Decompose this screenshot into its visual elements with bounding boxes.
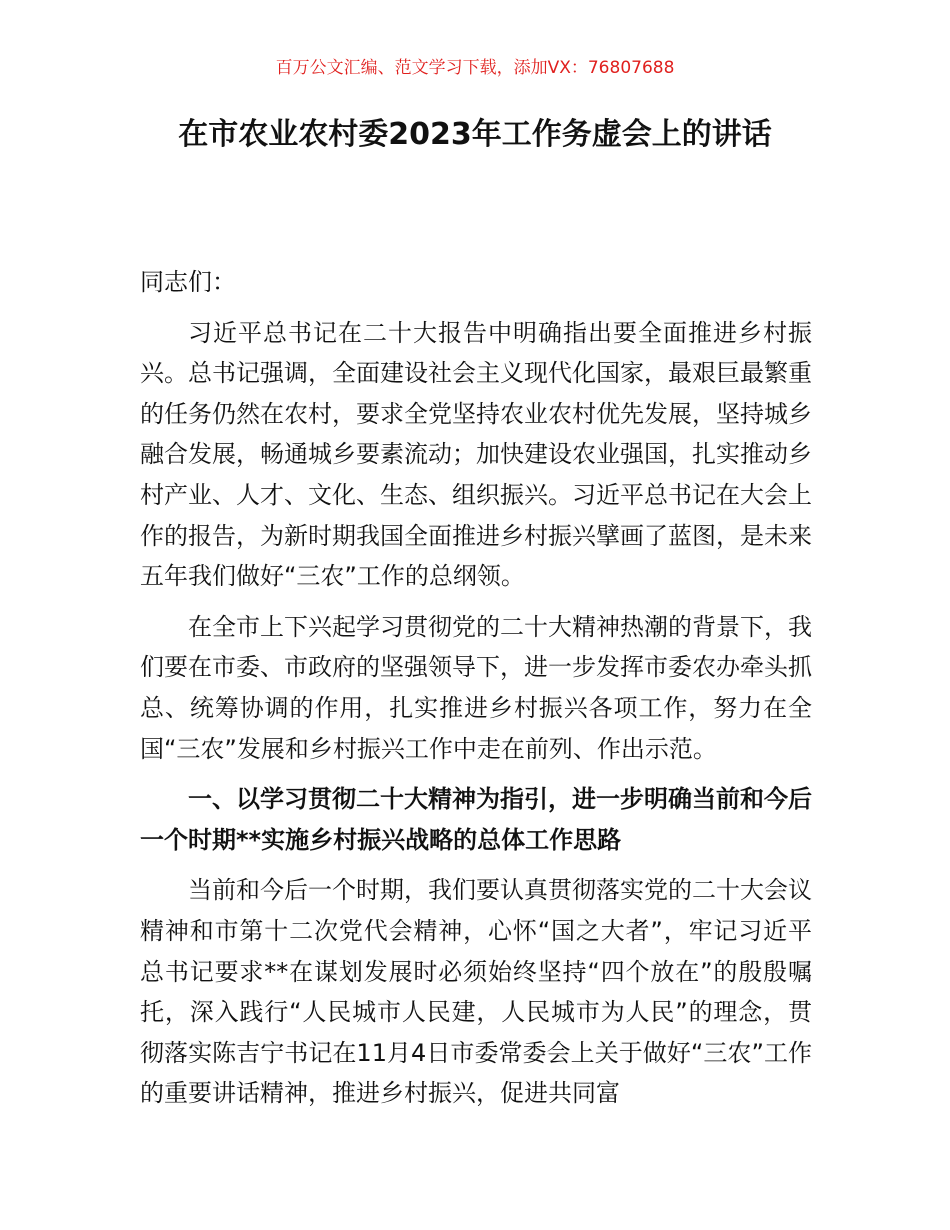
page-title: 在市农业农村委2023年工作务虚会上的讲话 <box>178 117 772 152</box>
paragraph: 习近平总书记在二十大报告中明确指出要全面推进乡村振兴。总书记强调，全面建设社会主义现代化国家，最艰巨最繁重的任务仍然在农村，要求全党坚持农业农村优先发展，坚持城乡融合发展，畅通城乡要素流动；加快建设农业强国，扎实推动乡村产业、人才、文化、生态、组织振兴。习近平总书记在大会上作的报告，为新时期我国全面推进乡村振兴擘画了蓝图，是未来五年我们做好“三农”工作的总纲领。 <box>140 318 812 591</box>
watermark-banner: 百万公文汇编、范文学习下载，添加VX：76807688 <box>275 58 675 78</box>
paragraph: 当前和今后一个时期，我们要认真贯彻落实党的二十大会议精神和市第十二次党代会精神，心怀“国之大者”，牢记习近平总书记要求**在谋划发展时必须始终坚持“四个放在”的殷殷嘱托，深入践行“人民城市人民建，人民城市为人民”的理念，贯彻落实陈吉宁书记在11月4日市委常委会上关于做好“三农”工作的重要讲话精神，推进乡村振兴，促进共同富 <box>140 876 812 1108</box>
section-heading: 一、以学习贯彻二十大精神为指引，进一步明确当前和今后一个时期**实施乡村振兴战略的总体工作思路 <box>140 785 812 854</box>
salutation: 同志们： <box>140 268 236 296</box>
paragraph: 在全市上下兴起学习贯彻党的二十大精神热潮的背景下，我们要在市委、市政府的坚强领导下，进一步发挥市委农办牵头抓总、统筹协调的作用，扎实推进乡村振兴各项工作，努力在全国“三农”发展和乡村振兴工作中走在前列、作出示范。 <box>140 612 812 763</box>
document-body <box>140 262 812 1124</box>
